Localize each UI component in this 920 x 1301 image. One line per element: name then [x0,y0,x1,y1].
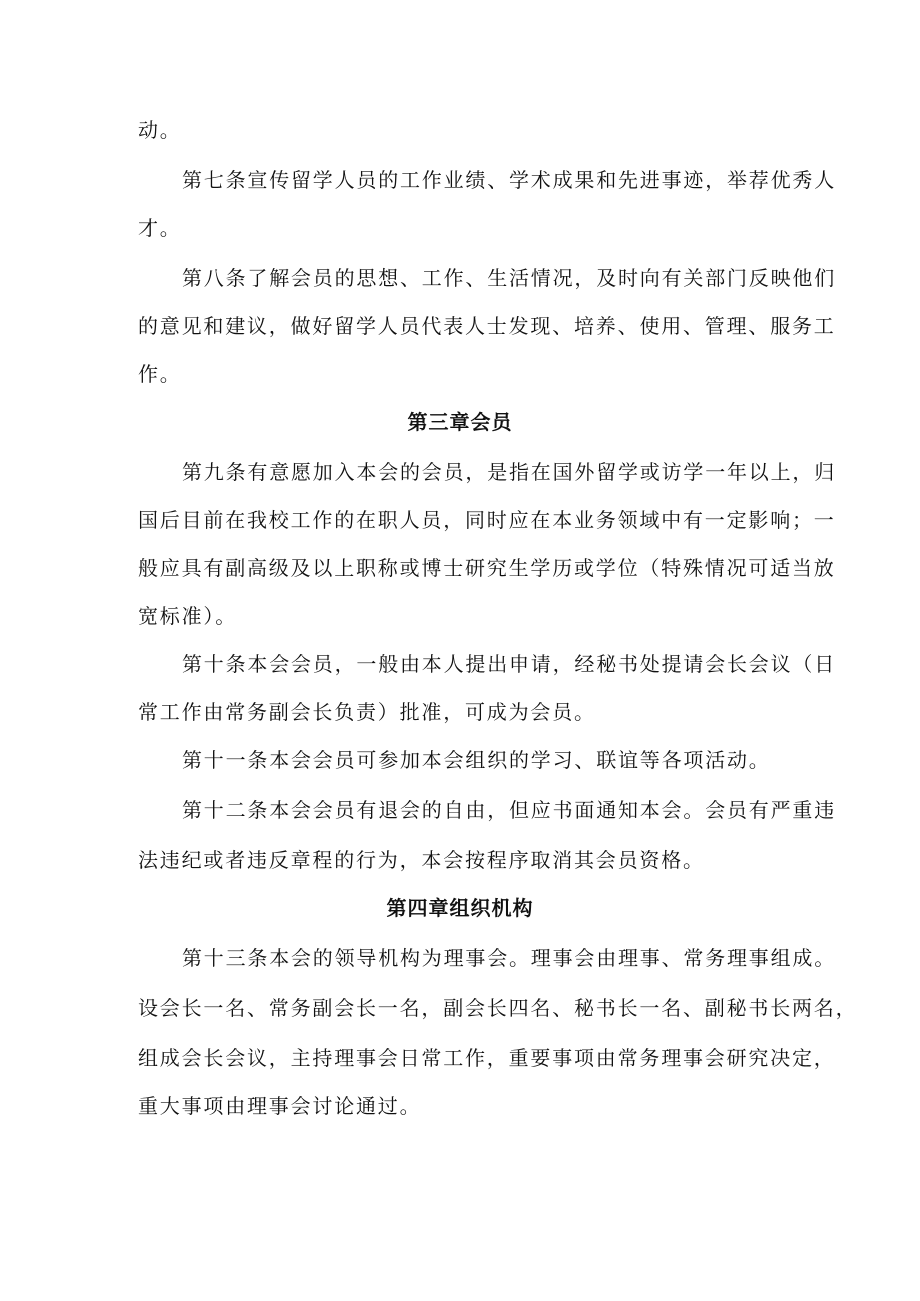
article-9-line-3: 般应具有副高级及以上职称或博士研究生学历或学位（特殊情况可适当放 [138,556,836,580]
article-9-line-2: 国后目前在我校工作的在职人员，同时应在本业务领域中有一定影响；一 [138,508,836,532]
chapter-4-heading: 第四章组织机构 [386,896,534,920]
article-13-line-3: 组成会长会议，主持理事会日常工作，重要事项由常务理事会研究决定， [138,1046,836,1070]
article-12-line-1: 第十二条本会会员有退会的自由，但应书面通知本会。会员有严重违 [182,798,836,822]
article-10-line-2: 常工作由常务副会长负责）批准，可成为会员。 [138,700,596,724]
article-8-line-1: 第八条了解会员的思想、工作、生活情况，及时向有关部门反映他们 [182,266,836,290]
article-13-line-1: 第十三条本会的领导机构为理事会。理事会由理事、常务理事组成。 [182,946,836,970]
article-12-line-2: 法违纪或者违反章程的行为，本会按程序取消其会员资格。 [138,848,705,872]
article-9-line-4: 宽标准）。 [138,604,237,628]
article-8-line-2: 的意见和建议，做好留学人员代表人士发现、培养、使用、管理、服务工 [138,314,836,338]
article-13-line-2: 设会长一名、常务副会长一名，副会长四名、秘书长一名、副秘书长两名， [138,996,858,1020]
article-8-line-3: 作。 [138,362,182,386]
article-11-line-1: 第十一条本会会员可参加本会组织的学习、联谊等各项活动。 [182,748,771,772]
text-line: 动。 [138,118,182,142]
chapter-3-heading: 第三章会员 [407,410,513,434]
article-9-line-1: 第九条有意愿加入本会的会员，是指在国外留学或访学一年以上，归 [182,460,836,484]
article-7-line-2: 才。 [138,216,182,240]
article-10-line-1: 第十条本会会员，一般由本人提出申请，经秘书处提请会长会议（日 [182,652,836,676]
article-7-line-1: 第七条宣传留学人员的工作业绩、学术成果和先进事迹，举荐优秀人 [182,168,836,192]
article-13-line-4: 重大事项由理事会讨论通过。 [138,1094,422,1118]
